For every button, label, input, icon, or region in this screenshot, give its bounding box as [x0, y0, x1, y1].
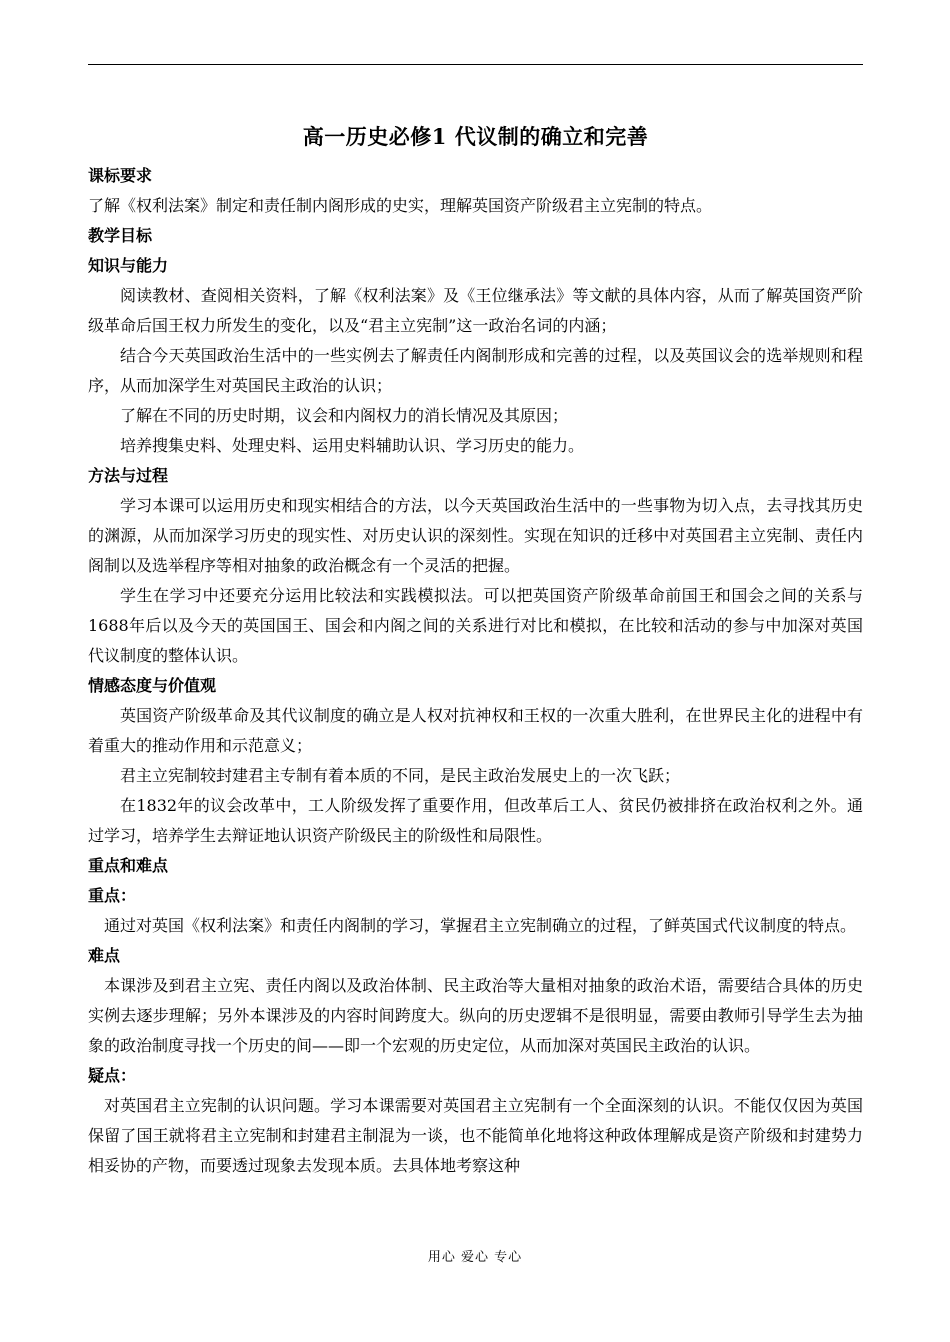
qinggan-paragraph: 君主立宪制较封建君主专制有着本质的不同，是民主政治发展史上的一次飞跃； [120, 766, 681, 785]
section-heading-mubiao: 教学目标 [88, 226, 153, 245]
kebiao-text: 了解《权利法案》制定和责任制内阁形成的史实，理解英国资产阶级君主立宪制的特点。 [88, 196, 713, 215]
fangfa-paragraph: 学习本课可以运用历史和现实相结合的方法，以今天英国政治生活中的一些事物为切入点，去寻找其历史的渊源，从而加深学习历史的现实性、对历史认识的深刻性。实现在知识的迁移中对英国君主立宪制、责任内阁制以及选举程序等相对抽象的政治概念有一个灵活的把握。 [88, 496, 863, 575]
zhishi-paragraph: 了解在不同的历史时期，议会和内阁权力的消长情况及其原因； [120, 406, 569, 425]
header-rule [88, 64, 863, 65]
qinggan-paragraph: 英国资产阶级革命及其代议制度的确立是人权对抗神权和王权的一次重大胜利，在世界民主化的进程中有着重大的推动作用和示范意义； [88, 706, 863, 755]
zhishi-paragraph: 培养搜集史料、处理史料、运用史料辅助认识、学习历史的能力。 [120, 436, 585, 455]
zhishi-paragraph: 结合今天英国政治生活中的一些实例去了解责任内阁制形成和完善的过程，以及英国议会的选举规则和程序，从而加深学生对英国民主政治的认识； [88, 346, 863, 395]
subheading-qinggan: 情感态度与价值观 [88, 676, 217, 695]
nandian-text: 本课涉及到君主立宪、责任内阁以及政治体制、民主政治等大量相对抽象的政治术语，需要结合具体的历史实例去逐步理解；另外本课涉及的内容时间跨度大。纵向的历史逻辑不是很明显，需要由教师引导学生去为抽象的政治制度寻找一个历史的间——即一个宏观的历史定位，从而加深对英国民主政治的认识。 [88, 976, 863, 1055]
section-heading-zhongnan: 重点和难点 [88, 856, 169, 875]
document-body [88, 116, 863, 1181]
subheading-zhongdian: 重点： [88, 886, 137, 905]
subheading-nandian: 难点 [88, 946, 121, 965]
zhongdian-text: 通过对英国《权利法案》和责任内阁制的学习，掌握君主立宪制确立的过程，了鲜英国式代议制度的特点。 [104, 916, 857, 935]
subheading-zhishi: 知识与能力 [88, 256, 169, 275]
zhishi-paragraph: 阅读教材、查阅相关资料，了解《权利法案》及《王位继承法》等文献的具体内容，从而了解英国资严阶级革命后国王权力所发生的变化，以及“君主立宪制”这一政治名词的内涵； [88, 286, 863, 335]
subheading-yidian: 疑点： [88, 1066, 137, 1085]
qinggan-paragraph: 在1832年的议会改革中，工人阶级发挥了重要作用，但改革后工人、贫民仍被排挤在政治权利之外。通过学习，培养学生去辩证地认识资产阶级民主的阶级性和局限性。 [88, 796, 863, 845]
fangfa-paragraph: 学生在学习中还要充分运用比较法和实践模拟法。可以把英国资产阶级革命前国王和国会之间的关系与1688年后以及今天的英国国王、国会和内阁之间的关系进行对比和模拟，在比较和活动的参与中加深对英国代议制度的整体认识。 [88, 586, 863, 665]
section-heading-kebiao: 课标要求 [88, 166, 153, 185]
page-footer: 用心 爱心 专心 [427, 1250, 523, 1265]
page-title: 高一历史必修1 代议制的确立和完善 [302, 124, 649, 149]
subheading-fangfa: 方法与过程 [88, 466, 169, 485]
yidian-text: 对英国君主立宪制的认识问题。学习本课需要对英国君主立宪制有一个全面深刻的认识。不能仅仅因为英国保留了国王就将君主立宪制和封建君主制混为一谈，也不能简单化地将这种政体理解成是资产阶级和封建势力相妥协的产物，而要透过现象去发现本质。去具体地考察这种 [88, 1096, 863, 1175]
